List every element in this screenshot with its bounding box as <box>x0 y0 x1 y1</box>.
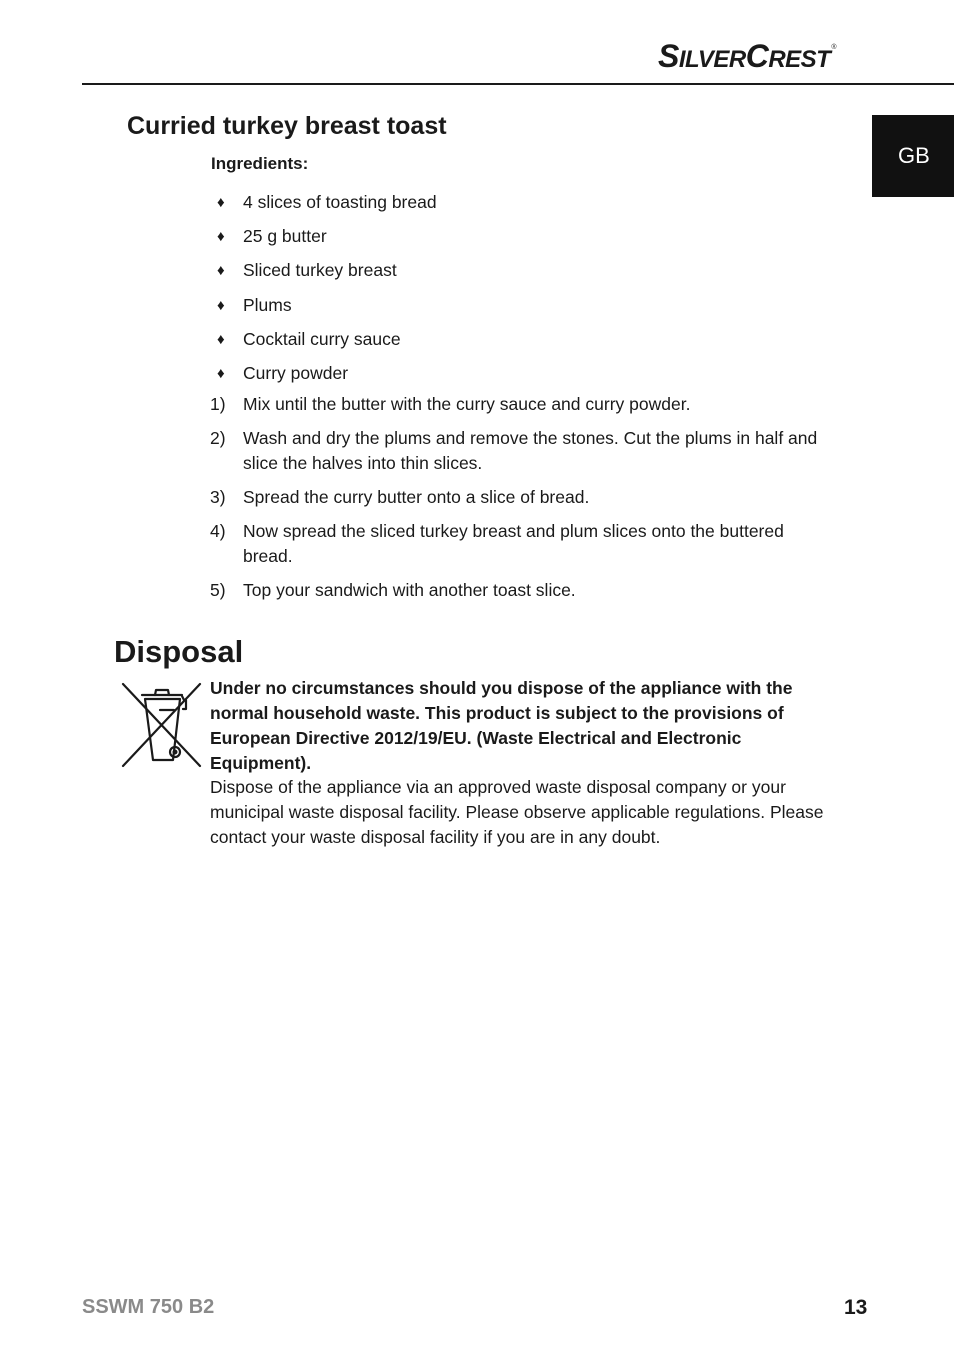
brand-logo-letter: C <box>745 38 769 74</box>
step-text: Top your sandwich with another toast slice. <box>243 580 576 600</box>
step-text: Now spread the sliced turkey breast and plum slices onto the buttered bread. <box>243 521 784 566</box>
diamond-bullet-icon: ♦ <box>217 194 225 211</box>
recipe-title: Curried turkey breast toast <box>127 112 447 140</box>
page-number: 13 <box>844 1296 868 1319</box>
ingredient-text: 4 slices of toasting bread <box>243 192 437 212</box>
disposal-heading: Disposal <box>114 634 244 669</box>
diamond-bullet-icon: ♦ <box>217 262 225 279</box>
registered-mark: ® <box>831 44 836 51</box>
header-rule <box>82 83 954 85</box>
ingredient-text: Plums <box>243 295 292 315</box>
brand-logo-letters: REST <box>768 46 831 73</box>
diamond-bullet-icon: ♦ <box>217 297 225 314</box>
disposal-instructions: Dispose of the appliance via an approved waste disposal company or your municipal waste disposal facility. Please observe applicable regulations. Please contact your waste disposal facility if you are in any doubt. <box>210 777 824 847</box>
ingredient-text: Curry powder <box>243 363 349 383</box>
disposal-warning: Under no circumstances should you dispose of the appliance with the normal household waste. This product is subject to the provisions of European Directive 2012/19/EU. (Waste Electrical and Electronic Equipment). <box>210 678 793 773</box>
brand-logo-letters: ILVER <box>678 46 746 73</box>
brand-logo-letter: S <box>658 38 679 74</box>
ingredient-text: 25 g butter <box>243 226 327 246</box>
language-label: GB <box>898 143 930 168</box>
language-tab <box>872 115 954 197</box>
model-number: SSWM 750 B2 <box>82 1296 215 1318</box>
diamond-bullet-icon: ♦ <box>217 331 225 348</box>
step-text: Wash and dry the plums and remove the stones. Cut the plums in half and slice the halves into thin slices. <box>243 428 818 473</box>
step-number: 4) <box>210 521 226 541</box>
diamond-bullet-icon: ♦ <box>217 365 225 382</box>
ingredient-text: Cocktail curry sauce <box>243 329 401 349</box>
step-number: 3) <box>210 487 226 507</box>
step-number: 2) <box>210 428 226 448</box>
diamond-bullet-icon: ♦ <box>217 228 225 245</box>
step-number: 5) <box>210 580 226 600</box>
step-text: Spread the curry butter onto a slice of bread. <box>243 487 590 507</box>
crossed-out-wheelie-bin-icon <box>120 680 204 770</box>
brand-logo <box>658 38 836 75</box>
ingredients-heading: Ingredients: <box>211 154 309 173</box>
step-number: 1) <box>210 394 226 414</box>
ingredient-text: Sliced turkey breast <box>243 260 397 280</box>
step-text: Mix until the butter with the curry sauce and curry powder. <box>243 394 691 414</box>
